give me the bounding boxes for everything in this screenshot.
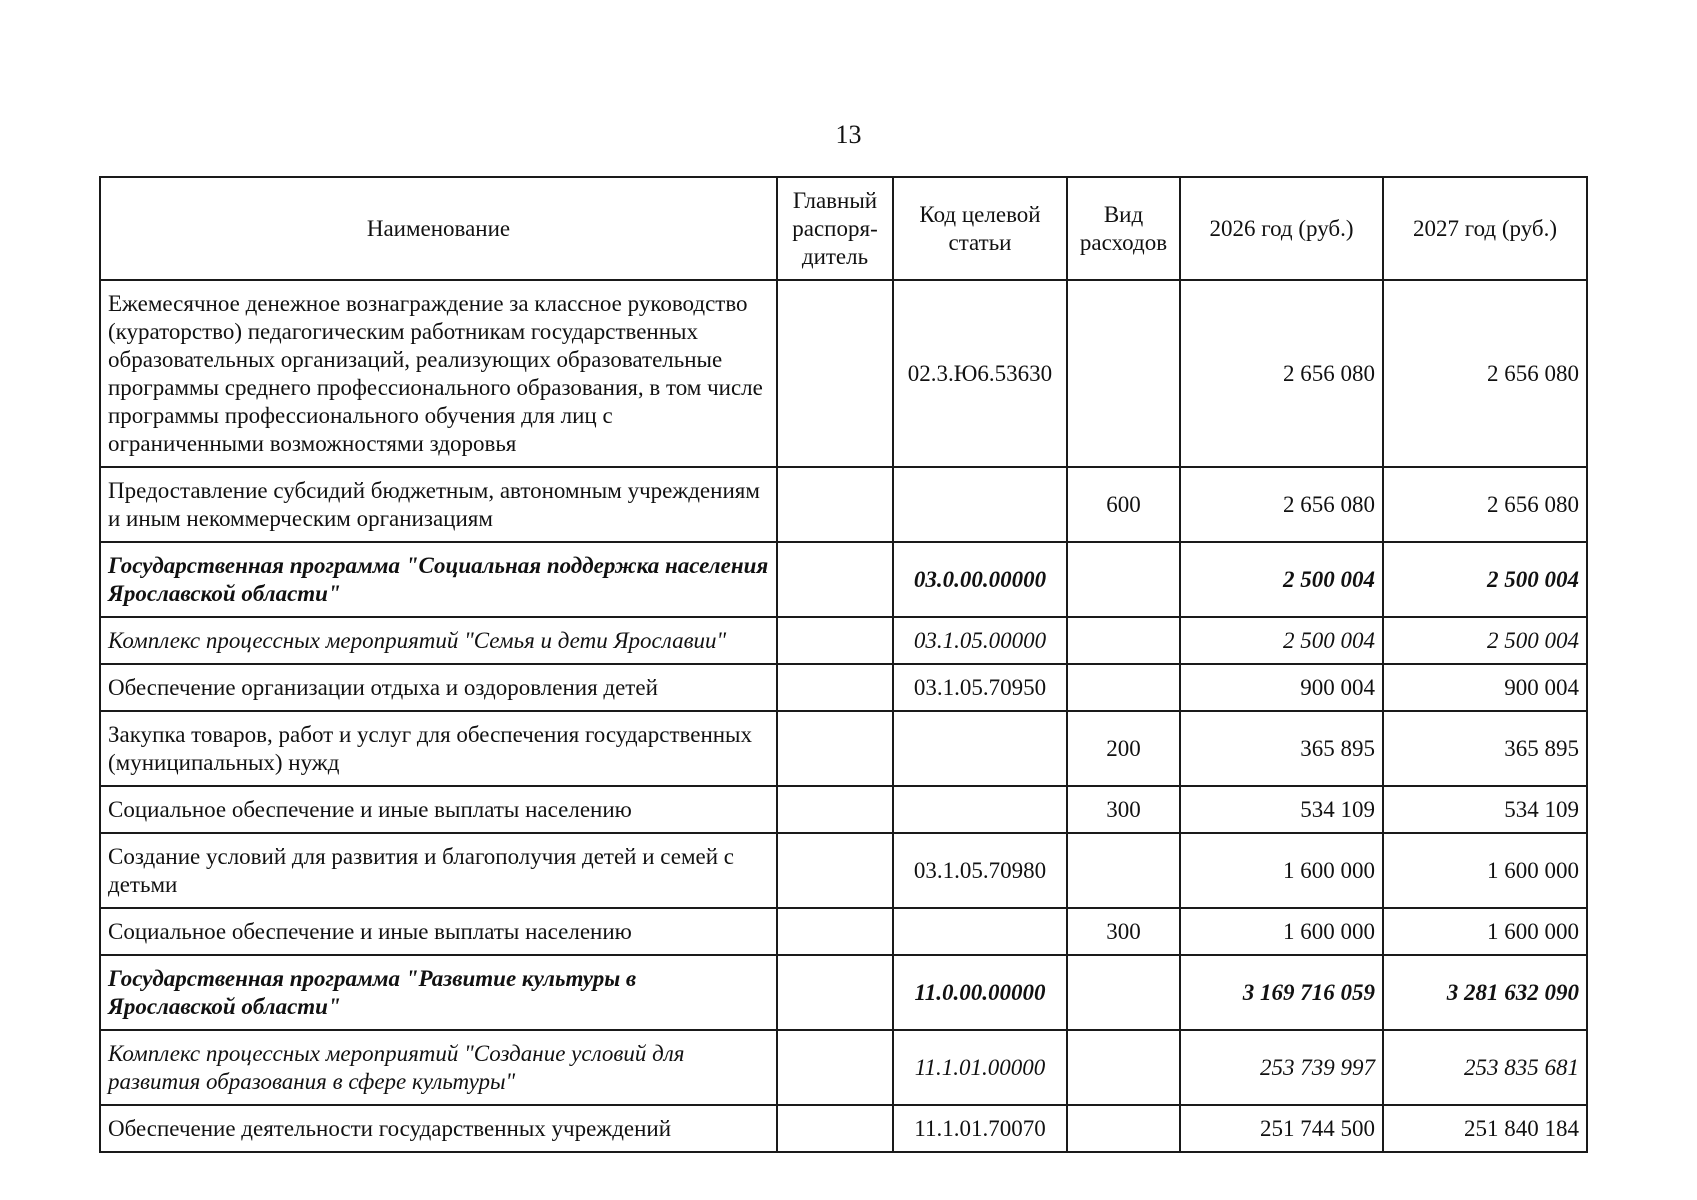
cell-type — [1067, 1030, 1180, 1105]
header-manager: Главный распоря-дитель — [777, 177, 893, 280]
cell-2026: 534 109 — [1180, 786, 1383, 833]
cell-name: Государственная программа "Социальная поддержка населения Ярославской области" — [100, 542, 777, 617]
cell-type — [1067, 955, 1180, 1030]
cell-code — [893, 908, 1067, 955]
cell-code: 11.1.01.70070 — [893, 1105, 1067, 1152]
cell-2026: 365 895 — [1180, 711, 1383, 786]
cell-2027: 3 281 632 090 — [1383, 955, 1587, 1030]
cell-2027: 2 500 004 — [1383, 617, 1587, 664]
header-2026: 2026 год (руб.) — [1180, 177, 1383, 280]
table-row — [100, 1105, 1587, 1152]
cell-manager — [777, 908, 893, 955]
cell-2027: 253 835 681 — [1383, 1030, 1587, 1105]
cell-type: 200 — [1067, 711, 1180, 786]
cell-2026: 3 169 716 059 — [1180, 955, 1383, 1030]
table-row — [100, 908, 1587, 955]
cell-code: 03.1.05.00000 — [893, 617, 1067, 664]
header-type: Вид расходов — [1067, 177, 1180, 280]
cell-2027: 2 656 080 — [1383, 280, 1587, 467]
table-row-complex — [100, 617, 1587, 664]
cell-manager — [777, 833, 893, 908]
header-name: Наименование — [100, 177, 777, 280]
cell-manager — [777, 280, 893, 467]
cell-type — [1067, 542, 1180, 617]
cell-2026: 1 600 000 — [1180, 908, 1383, 955]
budget-table — [99, 176, 1588, 1153]
cell-2026: 2 656 080 — [1180, 280, 1383, 467]
cell-name: Создание условий для развития и благополучия детей и семей с детьми — [100, 833, 777, 908]
cell-name: Социальное обеспечение и иные выплаты населению — [100, 786, 777, 833]
cell-code: 03.1.05.70980 — [893, 833, 1067, 908]
cell-type: 600 — [1067, 467, 1180, 542]
cell-manager — [777, 542, 893, 617]
cell-code: 11.0.00.00000 — [893, 955, 1067, 1030]
cell-code: 03.0.00.00000 — [893, 542, 1067, 617]
cell-type — [1067, 1105, 1180, 1152]
cell-name: Предоставление субсидий бюджетным, автономным учреждениям и иным некоммерческим организациям — [100, 467, 777, 542]
cell-2027: 2 500 004 — [1383, 542, 1587, 617]
cell-name: Обеспечение деятельности государственных учреждений — [100, 1105, 777, 1152]
cell-manager — [777, 1105, 893, 1152]
table-row — [100, 833, 1587, 908]
cell-2026: 2 656 080 — [1180, 467, 1383, 542]
cell-2027: 2 656 080 — [1383, 467, 1587, 542]
cell-2026: 251 744 500 — [1180, 1105, 1383, 1152]
cell-2026: 2 500 004 — [1180, 542, 1383, 617]
cell-name: Государственная программа "Развитие культуры в Ярославской области" — [100, 955, 777, 1030]
cell-manager — [777, 467, 893, 542]
cell-2027: 251 840 184 — [1383, 1105, 1587, 1152]
cell-manager — [777, 664, 893, 711]
cell-name: Закупка товаров, работ и услуг для обеспечения государственных (муниципальных) нужд — [100, 711, 777, 786]
cell-type: 300 — [1067, 786, 1180, 833]
cell-manager — [777, 1030, 893, 1105]
table-row — [100, 786, 1587, 833]
header-2027: 2027 год (руб.) — [1383, 177, 1587, 280]
cell-type: 300 — [1067, 908, 1180, 955]
cell-2027: 365 895 — [1383, 711, 1587, 786]
table-row — [100, 280, 1587, 467]
cell-manager — [777, 786, 893, 833]
cell-name: Комплекс процессных мероприятий "Семья и дети Ярославии" — [100, 617, 777, 664]
cell-name: Комплекс процессных мероприятий "Создание условий для развития образования в сфере культуры" — [100, 1030, 777, 1105]
table-header-row — [100, 177, 1587, 280]
table-row-complex — [100, 1030, 1587, 1105]
cell-code — [893, 711, 1067, 786]
cell-name: Обеспечение организации отдыха и оздоровления детей — [100, 664, 777, 711]
page-number: 13 — [835, 120, 862, 149]
table-row-program — [100, 542, 1587, 617]
cell-code — [893, 467, 1067, 542]
cell-2026: 1 600 000 — [1180, 833, 1383, 908]
cell-manager — [777, 617, 893, 664]
cell-2026: 2 500 004 — [1180, 617, 1383, 664]
cell-manager — [777, 711, 893, 786]
cell-code: 03.1.05.70950 — [893, 664, 1067, 711]
cell-type — [1067, 617, 1180, 664]
cell-2026: 253 739 997 — [1180, 1030, 1383, 1105]
header-code: Код целевой статьи — [893, 177, 1067, 280]
cell-2027: 900 004 — [1383, 664, 1587, 711]
cell-name: Ежемесячное денежное вознаграждение за классное руководство (кураторство) педагогическим работникам государственных образовательных организаций, реализующих образовательные программы среднего профессионального образования, в том числе программы профессионального обучения для лиц с ограниченными возможностями здоровья — [100, 280, 777, 467]
cell-manager — [777, 955, 893, 1030]
cell-code: 02.3.Ю6.53630 — [893, 280, 1067, 467]
cell-2027: 1 600 000 — [1383, 908, 1587, 955]
cell-2027: 1 600 000 — [1383, 833, 1587, 908]
table-row — [100, 664, 1587, 711]
table-row-program — [100, 955, 1587, 1030]
cell-name: Социальное обеспечение и иные выплаты населению — [100, 908, 777, 955]
cell-type — [1067, 664, 1180, 711]
table-row — [100, 467, 1587, 542]
table-row — [100, 711, 1587, 786]
cell-type — [1067, 280, 1180, 467]
cell-type — [1067, 833, 1180, 908]
cell-2027: 534 109 — [1383, 786, 1587, 833]
cell-code: 11.1.01.00000 — [893, 1030, 1067, 1105]
cell-code — [893, 786, 1067, 833]
cell-2026: 900 004 — [1180, 664, 1383, 711]
